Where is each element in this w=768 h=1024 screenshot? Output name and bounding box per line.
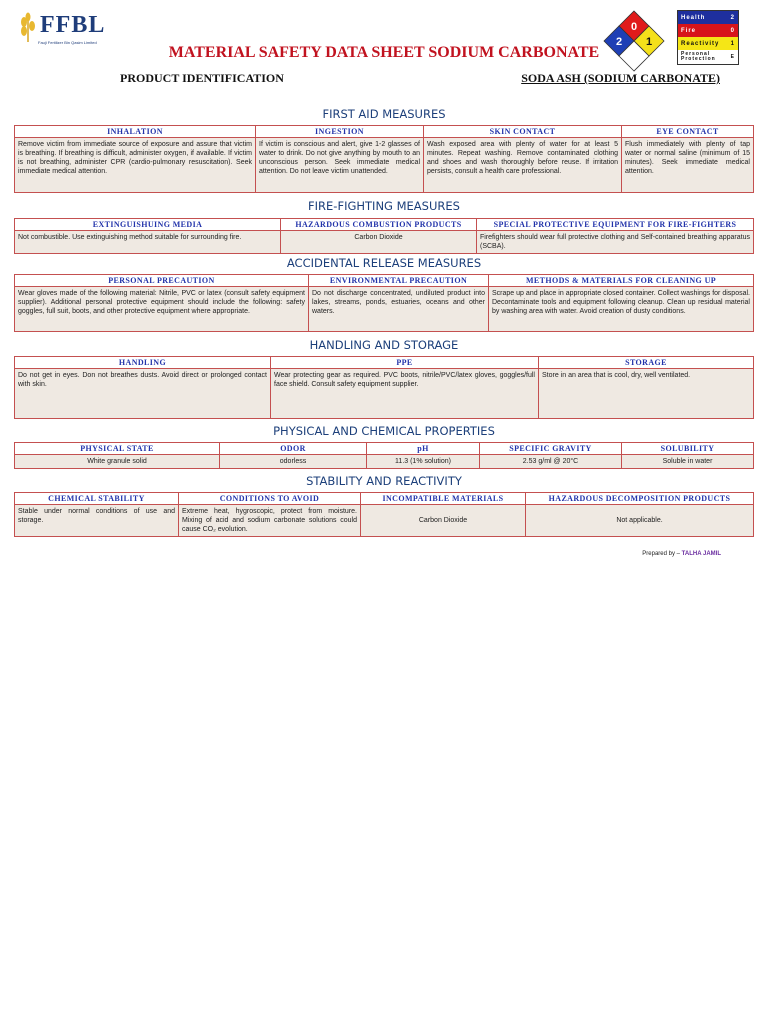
- fire-fighting-cell: Firefighters should wear full protective clothing and Self-contained breathing apparatus (SCBA).: [477, 231, 754, 254]
- nfpa-diamond: [603, 10, 665, 72]
- first-aid-header: INGESTION: [256, 126, 424, 138]
- stability-header: CONDITIONS TO AVOID: [179, 493, 361, 505]
- fire-fighting-title: FIRE-FIGHTING MEASURES: [308, 199, 460, 213]
- first-aid-header: EYE CONTACT: [622, 126, 754, 138]
- hmis-protection-label: Personal Protection: [681, 51, 716, 62]
- physical-header: SOLUBILITY: [622, 443, 754, 455]
- fire-fighting-cell: Carbon Dioxide: [281, 231, 477, 254]
- first-aid-header: SKIN CONTACT: [424, 126, 622, 138]
- logo-subtitle: Fauji Fertilizer Bin Qasim Limited: [38, 40, 97, 45]
- stability-cell: Not applicable.: [526, 505, 754, 537]
- fire-fighting-cell: Not combustible. Use extinguishing method suitable for surrounding fire.: [15, 231, 281, 254]
- handling-header: STORAGE: [539, 357, 754, 369]
- first-aid-cell: If victim is conscious and alert, give 1-2 glasses of water to drink. Do not give anything by mouth to an unconscious person. Seek immediate medical attention. Do not leave victim unattended.: [256, 138, 424, 193]
- handling-cell: Wear protecting gear as required. PVC boots, nitrile/PVC/latex gloves, goggles/full face shield. Consult safety equipment supplier.: [271, 369, 539, 419]
- physical-cell: White granule solid: [15, 455, 220, 469]
- hmis-fire-label: Fire: [681, 27, 697, 34]
- nfpa-flammability: 0: [630, 21, 638, 33]
- handling-header: PPE: [271, 357, 539, 369]
- handling-cell: Store in an area that is cool, dry, well ventilated.: [539, 369, 754, 419]
- physical-cell: 2.53 g/ml @ 20°C: [480, 455, 622, 469]
- stability-cell: Stable under normal conditions of use and storage.: [15, 505, 179, 537]
- prepared-by-label: Prepared by –: [642, 551, 680, 557]
- product-identification-label: PRODUCT IDENTIFICATION: [120, 71, 284, 85]
- handling-title: HANDLING AND STORAGE: [309, 338, 459, 352]
- handling-header: HANDLING: [15, 357, 271, 369]
- hmis-health-value: 2: [730, 14, 735, 21]
- physical-header: ODOR: [220, 443, 367, 455]
- accidental-release-table: [14, 274, 754, 332]
- fire-fighting-header: EXTINGUISHUING MEDIA: [15, 219, 281, 231]
- hmis-protection-value: E: [730, 53, 735, 60]
- physical-header: SPECIFIC GRAVITY: [480, 443, 622, 455]
- logo-text: FFBL: [40, 12, 106, 38]
- stability-header: CHEMICAL STABILITY: [15, 493, 179, 505]
- handling-cell: Do not get in eyes. Don not breathes dusts. Avoid direct or prolonged contact with skin.: [15, 369, 271, 419]
- prepared-by: [642, 551, 721, 557]
- stability-table: [14, 492, 754, 537]
- page-title: MATERIAL SAFETY DATA SHEET SODIUM CARBONATE: [168, 44, 600, 61]
- hmis-health-label: Health: [681, 14, 706, 21]
- nfpa-reactivity: 1: [645, 36, 653, 48]
- hmis-fire-value: 0: [730, 27, 735, 34]
- product-name: SODA ASH (SODIUM CARBONATE): [521, 71, 720, 85]
- company-logo: [18, 10, 128, 46]
- first-aid-cell: Remove victim from immediate source of exposure and assure that victim is breathing. If breathing is difficult, administer oxygen, if available. If victim is not breathing, administer CPR (cardio-pulmonary resuscitation). Seek immediate medical attention.: [15, 138, 256, 193]
- stability-header: HAZARDOUS DECOMPOSITION PRODUCTS: [526, 493, 754, 505]
- handling-table: [14, 356, 754, 419]
- accidental-release-title: ACCIDENTAL RELEASE MEASURES: [286, 256, 482, 270]
- first-aid-header: INHALATION: [15, 126, 256, 138]
- hmis-reactivity-label: Reactivity: [681, 40, 720, 47]
- stability-header: INCOMPATIBLE MATERIALS: [361, 493, 526, 505]
- accidental-release-cell: Do not discharge concentrated, undiluted product into lakes, streams, ponds, estuaries, oceans and other waters.: [309, 287, 489, 332]
- accidental-release-cell: Wear gloves made of the following material: Nitrile, PVC or latex (consult safety equipment supplier). Additional personal protective equipment should include the following: safety goggles, full suit, boots, and other protective equipment where appropriate.: [15, 287, 309, 332]
- accidental-release-cell: Scrape up and place in appropriate closed container. Collect washings for disposal. Decontaminate tools and equipment following cleanup. Clean up residual material by washing area with water. Avoid creation of dusty conditions.: [489, 287, 754, 332]
- first-aid-table: [14, 125, 754, 193]
- physical-cell: odorless: [220, 455, 367, 469]
- physical-header: pH: [367, 443, 480, 455]
- stability-cell: Extreme heat, hygroscopic, protect from moisture. Mixing of acid and sodium carbonate solutions could cause CO₂ evolution.: [179, 505, 361, 537]
- fire-fighting-table: [14, 218, 754, 254]
- accidental-release-header: PERSONAL PRECAUTION: [15, 275, 309, 287]
- fire-fighting-header: SPECIAL PROTECTIVE EQUIPMENT FOR FIRE-FIGHTERS: [477, 219, 754, 231]
- physical-title: PHYSICAL AND CHEMICAL PROPERTIES: [273, 424, 495, 438]
- stability-title: STABILITY AND REACTIVITY: [306, 474, 462, 488]
- physical-cell: Soluble in water: [622, 455, 754, 469]
- physical-header: PHYSICAL STATE: [15, 443, 220, 455]
- fire-fighting-header: HAZARDOUS COMBUSTION PRODUCTS: [281, 219, 477, 231]
- first-aid-title: FIRST AID MEASURES: [322, 107, 446, 121]
- accidental-release-header: METHODS & MATERIALS FOR CLEANING UP: [489, 275, 754, 287]
- physical-cell: 11.3 (1% solution): [367, 455, 480, 469]
- hmis-reactivity-value: 1: [730, 40, 735, 47]
- first-aid-cell: Wash exposed area with plenty of water for at least 5 minutes. Repeat washing. Remove contaminated clothing and shoes and wash thoroughly before reuse. If irritation persists, consult a health care professional.: [424, 138, 622, 193]
- accidental-release-header: ENVIRONMENTAL PRECAUTION: [309, 275, 489, 287]
- hmis-health-row: [678, 11, 738, 24]
- nfpa-health: 2: [615, 36, 623, 48]
- wheat-icon: [18, 12, 38, 42]
- hmis-fire-row: [678, 24, 738, 37]
- first-aid-cell: Flush immediately with plenty of tap water or normal saline (minimum of 15 minutes). Seek immediate medical attention.: [622, 138, 754, 193]
- prepared-by-name: TALHA JAMIL: [681, 551, 721, 557]
- stability-cell: Carbon Dioxide: [361, 505, 526, 537]
- physical-table: [14, 442, 754, 469]
